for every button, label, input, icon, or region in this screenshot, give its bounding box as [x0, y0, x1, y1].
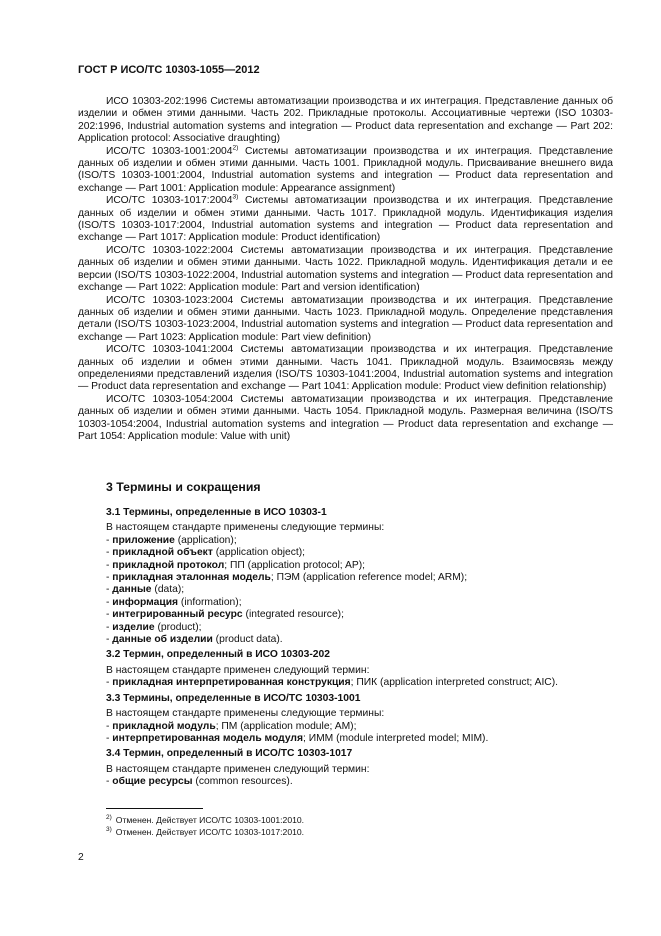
reference-item: ИСО/ТС 10303-1041:2004 Системы автоматизации производства и их интеграция. Представление данных об изделии и обмен этими данными. Часть 1041. Прикладной модуль. Взаимосвязь между определениями представлений изделия (ISO/TS 10303-1041:2004, Industrial automation systems and integration — Product data representation and exchange — Part 1041: Application module: Product view definition relationship)	[78, 344, 613, 393]
reference-item: ИСО/ТС 10303-1017:2004$^{3)}$ Системы автоматизации производства и их интеграция. Представление данных об изделии и обмен этими данными. Часть 1017. Прикладной модуль. Идентификация изделия (ISO/TS 10303-1017:2004, Industrial automation systems and integration — Product data representation and exchange — Part 1017: Application module: Product identification)	[78, 193, 613, 244]
subsection-title: 3.4 Термин, определенный в ИСО/ТС 10303-1017	[106, 748, 353, 760]
term-item: - интегрированный ресурс (integrated resource);	[106, 609, 344, 621]
subsection-title: 3.2 Термин, определенный в ИСО 10303-202	[106, 649, 330, 661]
footnotes	[106, 814, 304, 838]
term-item: - информация (information);	[106, 596, 242, 608]
footnote-mark: 3)	[232, 193, 239, 201]
subsection	[106, 748, 613, 788]
term-item: - прикладной протокол; ПП (application protocol; AP);	[106, 559, 365, 571]
subsection-title: 3.1 Термины, определенные в ИСО 10303-1	[106, 507, 327, 518]
footnote-item: $^{2)}$ Отменен. Действует ИСО/ТС 10303-1001:2010.	[106, 814, 305, 825]
reference-item: ИСО/ТС 10303-1022:2004 Системы автоматизации производства и их интеграция. Представление данных об изделии и обмен этими данными. Часть 1022. Прикладной модуль. Идентификация детали и ее версии (ISO/TS 10303-1022:2004, Industrial automation systems and integration — Product data representation and exchange — Part 1022: Application module: Part and version identification)	[78, 244, 613, 294]
section-title: 3 Термины и сокращения	[106, 480, 261, 494]
reference-item: ИСО/ТС 10303-1054:2004 Системы автоматизации производства и их интеграция. Представление данных об изделии и обмен этими данными. Часть 1054. Прикладной модуль. Размерная величина (ISO/TS 10303-1054:2004, Industrial automation systems and integration — Product data representation and exchange — Part 1054: Application module: Value with unit)	[78, 393, 613, 442]
subsection	[106, 649, 613, 689]
term-item: - интерпретированная модель модуля; ИММ (module interpreted model; MIM).	[106, 732, 489, 744]
reference-item: ИСО/ТС 10303-1001:2004$^{2)}$ Системы автоматизации производства и их интеграция. Представление данных об изделии и обмен этими данными. Часть 1001. Прикладной модуль. Присваивание внешнего вида (ISO/TS 10303-1001:2004, Industrial automation systems and integration — Product data representation and exchange — Part 1001: Application module: Appearance assignment)	[78, 144, 613, 194]
reference-item: ИСО 10303-202:1996 Системы автоматизации производства и их интеграция. Представление данных об изделии и обмен этими данными. Часть 202. Прикладные протоколы. Ассоциативные чертежи (ISO 10303-202:1996, Industrial automation systems and integration — Product data representation and exchange — Part 202: Application protocol: Associative draughting)	[78, 96, 613, 145]
subsection-intro: В настоящем стандарте применены следующие термины:	[106, 708, 385, 720]
term-item: - прикладная интерпретированная конструкция; ПИК (application interpreted construct; AIC).	[106, 677, 559, 689]
term-item: - изделие (product);	[106, 621, 202, 633]
term-item: - приложение (application);	[106, 534, 237, 546]
footnote-item: $^{3)}$ Отменен. Действует ИСО/ТС 10303-1017:2010.	[106, 826, 305, 837]
subsection	[106, 693, 613, 746]
term-item: - прикладной объект (application object);	[106, 547, 306, 559]
page-number: 2	[78, 852, 84, 863]
footnote-divider	[106, 808, 203, 809]
normative-references	[78, 96, 613, 443]
terms-subsections	[106, 507, 613, 792]
term-item: - прикладная эталонная модель; ПЭМ (application reference model; ARM);	[106, 572, 468, 584]
subsection-intro: В настоящем стандарте применен следующий термин:	[106, 763, 370, 775]
subsection	[106, 507, 613, 646]
term-item: - данные об изделии (product data).	[106, 634, 283, 646]
footnote-mark: 2)	[232, 144, 239, 152]
reference-item: ИСО/ТС 10303-1023:2004 Системы автоматизации производства и их интеграция. Представление данных об изделии и обмен этими данными. Часть 1023. Прикладной модуль. Определение представления детали (ISO/TS 10303-1023:2004, Industrial automation systems and integration — Product data representation and exchange — Part 1023: Application module: Part view definition)	[78, 294, 613, 343]
subsection-intro: В настоящем стандарте применен следующий термин:	[106, 664, 370, 676]
term-item: - данные (data);	[106, 584, 185, 596]
subsection-intro: В настоящем стандарте применены следующие термины:	[106, 522, 385, 534]
subsection-title: 3.3 Термины, определенные в ИСО/ТС 10303-1001	[106, 692, 361, 704]
term-item: - общие ресурсы (common resources).	[106, 776, 293, 788]
term-item: - прикладной модуль; ПМ (application module; AM);	[106, 720, 357, 732]
document-header: ГОСТ Р ИСО/ТС 10303-1055—2012	[78, 64, 260, 76]
